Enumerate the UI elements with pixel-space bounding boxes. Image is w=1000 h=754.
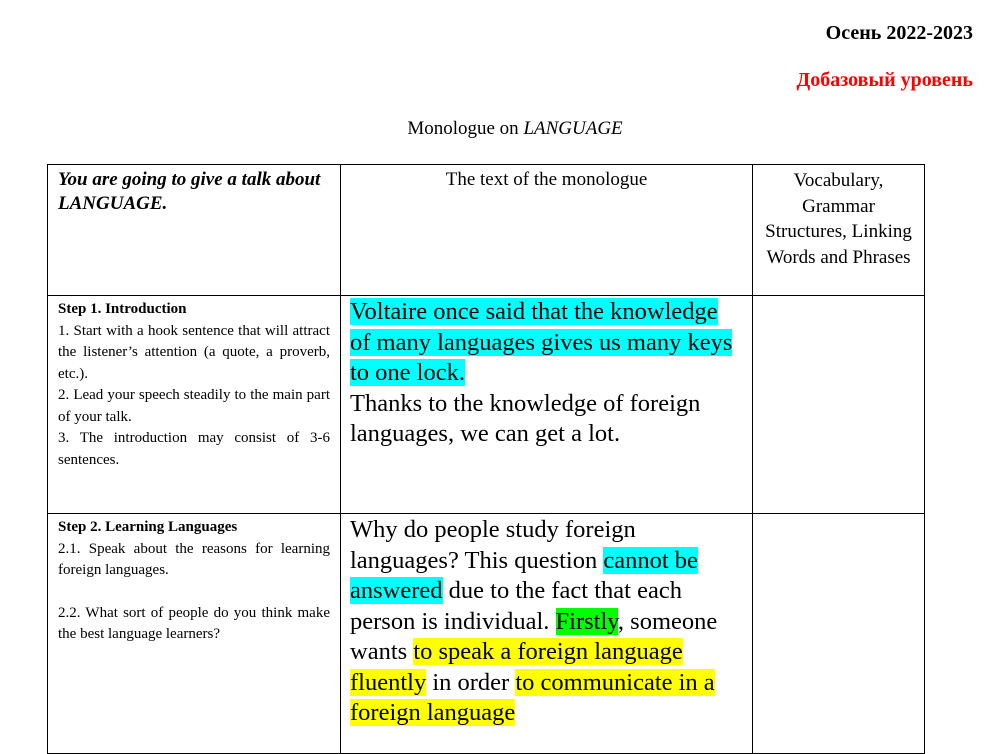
step2-text-cell [341, 514, 753, 754]
monologue-sentence: Thanks to the knowledge of foreign languages, we can get a lot. [350, 389, 701, 447]
level-label: Добазовый уровень [796, 69, 973, 91]
table-row [48, 296, 925, 514]
title-topic: LANGUAGE [523, 118, 623, 139]
step1-vocabulary-cell [753, 296, 925, 514]
table-header-row [48, 165, 925, 296]
highlighted-linker: Firstly [555, 607, 618, 635]
monologue-fragment: due to the fact that each person is individual. [350, 577, 682, 635]
step1-instructions-cell [48, 296, 341, 514]
step1-item: 1. Start with a hook sentence that will attract the listener’s attention (a quote, a proverb, etc.). [58, 322, 330, 382]
step1-text-cell [341, 296, 753, 514]
step2-item: 2.2. What sort of people do you think make the best language learners? [58, 604, 330, 642]
task-header-cell [48, 165, 341, 296]
vocabulary-column-header: Vocabulary, Grammar Structures, Linking Words and Phrases [765, 170, 912, 268]
step2-monologue-text [341, 514, 752, 729]
monologue-fragment: Why do people study foreign languages? This question [350, 516, 636, 574]
task-intro: You are going to give a talk about LANGUAGE. [58, 169, 321, 214]
monologue-fragment: , someone wants [350, 607, 718, 665]
monologue-column-header: The text of the monologue [445, 169, 648, 190]
step1-title: Step 1. Introduction [58, 301, 187, 317]
step2-vocabulary-cell [753, 514, 925, 754]
season-label: Осень 2022-2023 [825, 22, 973, 44]
highlighted-quote: Voltaire once said that the knowledge of many languages gives us many keys to one lock. [350, 298, 733, 386]
monologue-header-cell [341, 165, 753, 296]
title-prefix: Monologue on [407, 118, 524, 139]
highlighted-phrase: to speak a foreign language fluently [350, 638, 683, 696]
step2-instructions-cell [48, 514, 341, 754]
step1-item: 3. The introduction may consist of 3-6 sentences. [58, 430, 330, 468]
document-title [0, 118, 1000, 140]
table-row [48, 514, 925, 754]
step2-instructions [48, 514, 340, 646]
step1-item: 2. Lead your speech steadily to the main part of your talk. [58, 387, 330, 425]
step2-item: 2.1. Speak about the reasons for learning foreign languages. [58, 540, 330, 578]
monologue-fragment: in order [426, 668, 516, 696]
highlighted-phrase: cannot be answered [350, 546, 698, 604]
vocabulary-header-cell [753, 165, 925, 296]
step1-instructions [48, 296, 340, 471]
highlighted-phrase: to communicate in a foreign language [350, 668, 715, 726]
step1-monologue-text [341, 296, 752, 450]
monologue-table [47, 164, 925, 754]
step2-title: Step 2. Learning Languages [58, 519, 238, 535]
